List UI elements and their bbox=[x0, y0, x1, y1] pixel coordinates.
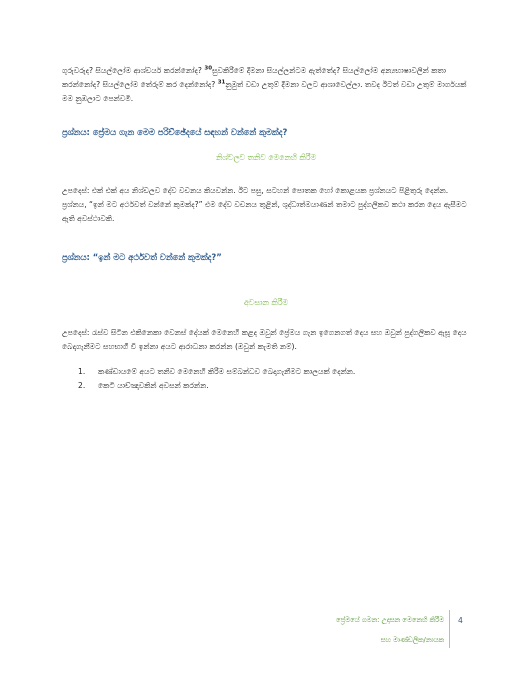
intro-text-1: ගුරුවරුද? සියල්ලෝම ආශ්චර්ය කරන්නෝද? bbox=[62, 66, 205, 75]
footer-divider bbox=[449, 610, 450, 648]
intro-text-3: නුමුත් වඩා උතුම් දීමනා වලට ආශාවෙල්ලා. තවද ඊටත් වඩා උතුම් මාර්ගයක් මම නුඹලාට පෙන්වමි. bbox=[62, 80, 467, 103]
verse-ref-30: 30 bbox=[204, 65, 213, 72]
section-title-solitary-meditation: නිශ්චලව තනිව මෙනෙහි කිරීම bbox=[215, 153, 317, 162]
instructions-paragraph: උපදෙස්: එක් එක් අය නිශ්චලව දේව වචනය කියවන්න. ඊට පසු, සටහන් පොතක හෝ කොළයක ප්‍රශ්නයට පිළිතුරු දෙන්න. ප්‍රශ්නය, “ඉන් මට අර්ථවත් වන්නේ කුමක්ද?” එම දේව වචනය තුළින්, ශුද්ධාත්මයාණන් තමාට පුද්ගලිකව කථා කරන දෙය ඇසීමට ඇති අවස්ථාවකි. bbox=[62, 186, 467, 223]
closing-steps-list bbox=[62, 365, 462, 393]
page-number: 4 bbox=[458, 616, 463, 625]
footer-title: ප්‍රේමයේ ගමන: උදාසන මෙනෙහි කිරීම bbox=[336, 616, 444, 624]
list-item: 1. කණ්ඩායමේ අයට තනිව මෙනෙහි කිරීම සම්බන්ධව බෙදාගැනීමට කාලයක් දෙන්න. bbox=[78, 367, 356, 376]
verse-ref-31: 31 bbox=[217, 79, 226, 86]
list-item: 2. කෙටි යාච්ඤාවකින් අවසන් කරන්න. bbox=[78, 381, 209, 390]
section-title-closing: අවසාන කිරීම bbox=[243, 298, 289, 307]
intro-paragraph bbox=[62, 64, 468, 106]
question-meaning: ප්‍රශ්නය: “ඉන් මට අර්ථවත් වන්නේ කුමක්ද?” bbox=[62, 252, 222, 262]
intro-text-2: සුවකිරීමේ දීමනා සියල්ලන්ටම ඇත්තේද? සියල්ලෝම අන්‍යභාෂාවලින් කතා කරන්නෝද? සියල්ලෝම තේරුම් කර දෙන්නෝද? bbox=[62, 66, 447, 89]
closing-paragraph: උපදෙස්: රැස්ව සිටින එකිනෙකා වෙනස් දේයක් මෙනෙහි කළද ඔවුන් ප්‍රේමය ගැන ඉගෙනගත් දෙය සහ ඔවුන් පුද්ගලිකව ඇසූ දෙය බෙදාගැනීමට සහභාගී වී ඉන්නා අයට ආරාධනා කරන්න (ඔවුන් කැමති නම්). bbox=[62, 328, 467, 351]
footer-subtitle: සහ මාණ්ඩලික/නායක bbox=[380, 636, 444, 644]
question-chapter: ප්‍රශ්නය: ප්‍රේමය ගැන මෙම පරිච්ඡේදයේ සඳහන් වන්නේ කුමක්ද? bbox=[62, 127, 288, 137]
